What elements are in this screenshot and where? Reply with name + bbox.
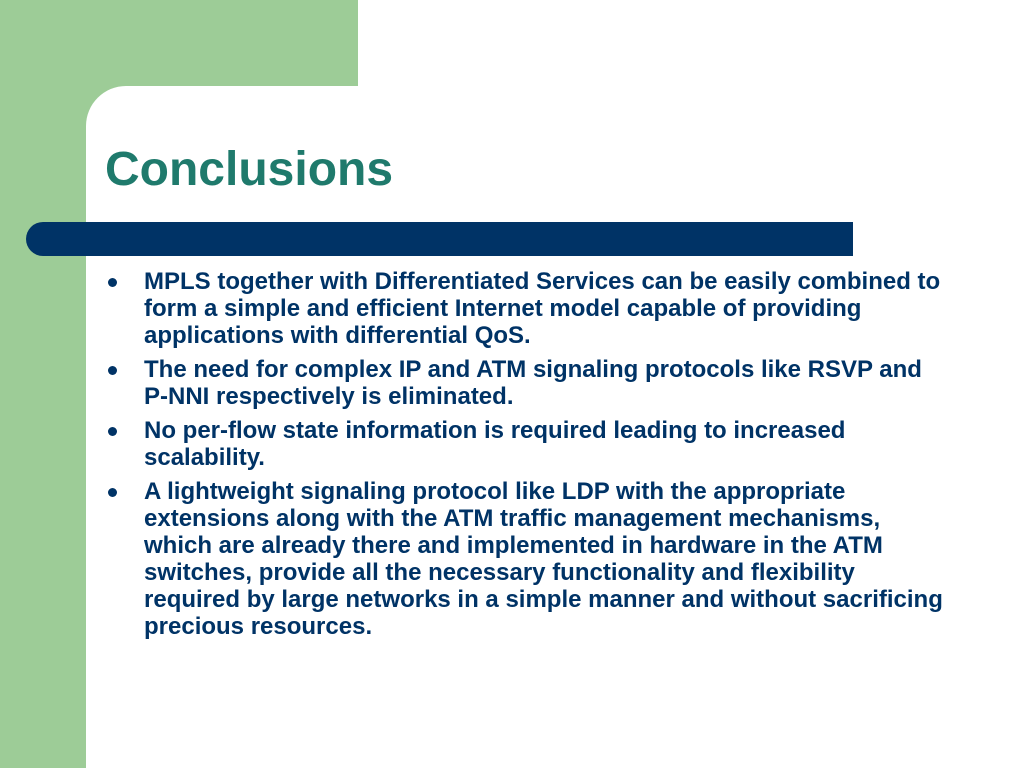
bullet-item (106, 478, 946, 640)
title-underline-bar (26, 222, 853, 256)
decorative-green-side-strip (0, 0, 86, 768)
bullet-item (106, 356, 946, 410)
bullet-item (106, 417, 946, 471)
bullet-dot-icon (108, 366, 117, 375)
bullet-dot-icon (108, 488, 117, 497)
bullet-dot-icon (108, 278, 117, 287)
bullet-text: A lightweight signaling protocol like LDP with the appropriate extensions along with the ATM traffic management mechanisms, which are already there and implemented in hardware in the ATM switches, provide all the necessary functionality and flexibility required by large networks in a simple manner and without sacrificing precious resources. (144, 478, 943, 640)
bullet-text: No per-flow state information is required leading to increased scalability. (144, 417, 846, 471)
bullet-text: MPLS together with Differentiated Services can be easily combined to form a simple and efficient Internet model capable of providing applications with differential QoS. (144, 268, 941, 349)
bullet-dot-icon (108, 427, 117, 436)
bullet-item (106, 268, 946, 349)
bullet-list (106, 268, 946, 647)
slide-title: Conclusions (105, 143, 394, 196)
bullet-text: The need for complex IP and ATM signaling protocols like RSVP and P-NNI respectively is eliminated. (144, 356, 922, 410)
